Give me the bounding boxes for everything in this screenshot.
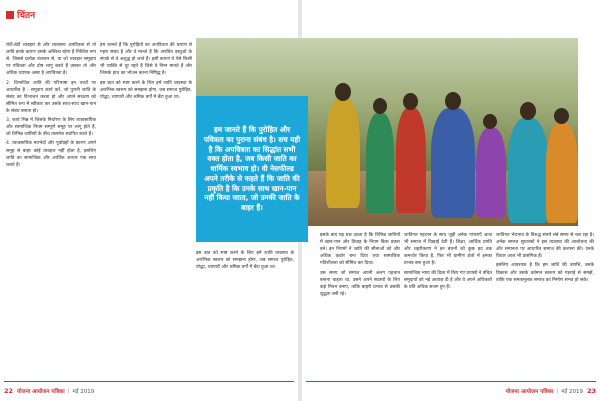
pull-quote-text: हम जानते हैं कि पुरोहित और पवित्रता का पुराना संबंध है। सच यही है कि अपवित्रता का सिद्धांत सभी वक्त होता है, जब किसी जाति का धार्मिक स्वभाव हो। वी नेसफील्ड अपने तरीके से कहते हैं कि जाति की प्रकृति है कि उनके साथ खान-पान नहीं किया जाता, जो उनकी जाति के बाहर हैं। bbox=[203, 125, 301, 213]
photo-person-head bbox=[373, 98, 387, 114]
section-label: चिंतन bbox=[17, 11, 36, 21]
section-marker-icon bbox=[6, 11, 14, 19]
right-column-2 bbox=[404, 232, 492, 378]
paragraph: सामाजिक न्याय की दिशा में किए गए प्रयासों ने वंचित समुदायों को नई आवाज़ दी है और वे अपने अधिकारों के प्रति अधिक सजग हुए हैं। bbox=[404, 270, 492, 290]
left-column-1 bbox=[6, 42, 96, 380]
paragraph: इस बात को स्पष्ट करने के लिए हमें जाति व्यवस्था के आरंभिक स्वरूप को समझना होगा, जब समाज पुरोहित, योद्धा, व्यापारी और श्रमिक वर्गों में बँटा हुआ था। bbox=[196, 251, 294, 271]
paragraph: हम जानते हैं कि पुरोहितों का अपवित्रता की धारणा से गहरा संबंध है और वे मानते हैं कि अपवित्र वस्तुओं के संपर्क से वे अशुद्ध हो जाते हैं। इसी कारण वे ऐसे किसी भी व्यक्ति से दूर रहते हैं जिसे वे निम्न मानते हैं और जिसके हाथ का भोजन करना निषिद्ध है। bbox=[100, 43, 192, 77]
page-number: 23 bbox=[586, 387, 596, 395]
photo-person bbox=[546, 123, 578, 223]
issue-date: मई 2019 bbox=[72, 389, 95, 395]
paragraph: 3. कार्य भिन्न में जिसके निर्धारण के लिए व्यावसायिक और सामाजिक नियम सम्पूर्ण समूह पर लागू होते हैं, जो विभिन्न जातियों के बीच तालमेल स्थापित करते हैं। bbox=[6, 118, 96, 138]
photo-person-head bbox=[335, 83, 351, 101]
section-tag bbox=[6, 8, 35, 21]
photo-person bbox=[326, 98, 360, 208]
paragraph: जातिगत पहचान के साथ जुड़ी अनेक परंपराएँ आज भी समाज में दिखाई देती हैं। शिक्षा, आर्थिक प्रगति और शहरीकरण ने इन बंधनों को कुछ हद तक कमजोर किया है, फिर भी ग्रामीण क्षेत्रों में इनका प्रभाव बना हुआ है। bbox=[404, 233, 492, 267]
pull-quote-box bbox=[196, 96, 308, 242]
magazine-name: योजना आयोजन पत्रिका bbox=[505, 389, 554, 395]
right-column-1 bbox=[320, 232, 400, 378]
paragraph: इसके बाद यह प्रश्न उठता है कि विभिन्न जातियों में खान-पान और विवाह के नियम किस प्रकार बने। इन नियमों ने जाति की सीमाओं को और अधिक कठोर बना दिया तथा सामाजिक गतिशीलता को सीमित कर दिया। bbox=[320, 233, 400, 267]
photo-person bbox=[476, 128, 506, 218]
photo-person bbox=[431, 108, 475, 218]
paragraph: रोटी-बेटी व्यवहार से और व्यवसाय अपवित्रता से तो जाति इनके कारण उसके अस्तित्व रहेगा है निश्चित रूप से, जिससे प्रत्येक वंशावन से, या जो व्यवहार समुदाय पर पवित्रता और दोष लागू करते हैं उसका तो और अधिक व्यापक असर है अपवित्रता है। bbox=[6, 43, 96, 77]
paragraph: 4. व्यावसायिक मतभेदों और पूर्वाग्रहों के कारण अपने समूह से बाहर कोई व्यवहार नहीं होता है, इसलिए जाति का सामाजिक और आर्थिक आधार एक साथ चलते हैं। bbox=[6, 141, 96, 168]
photo-person-head bbox=[520, 102, 536, 120]
right-column-3 bbox=[496, 232, 594, 378]
photo-person-head bbox=[445, 92, 461, 110]
photo-person-head bbox=[483, 114, 497, 129]
photo-person bbox=[508, 118, 548, 223]
magazine-name: योजना आयोजन पत्रिका bbox=[17, 389, 65, 395]
paragraph: उस समय जो समाज अपनी अलग पहचान बनाना चाहता था, उसने अपने सदस्यों के लिए कड़े नियम बनाए, ताकि बाहरी प्रभाव से उसकी शुद्धता बनी रहे। bbox=[320, 270, 400, 297]
footer-left bbox=[0, 384, 298, 398]
issue-date: मई 2019 bbox=[561, 389, 583, 395]
footer-separator: | bbox=[67, 388, 70, 394]
paragraph: जातिगत भेदभाव के विरुद्ध संघर्ष लंबे समय से चल रहा है। अनेक समाज सुधारकों ने इस व्यवस्था की आलोचना की और समानता पर आधारित समाज की कल्पना की। उनके विचार आज भी प्रासंगिक हैं। bbox=[496, 233, 594, 260]
photo-person-head bbox=[554, 108, 569, 124]
photo-person-head bbox=[403, 93, 418, 110]
photo-person bbox=[366, 113, 394, 213]
footer-separator: | bbox=[556, 388, 559, 394]
paragraph: इस बात को स्पष्ट करने के लिए हमें जाति व्यवस्था के आरंभिक स्वरूप को समझना होगा, जब समाज पुरोहित, योद्धा, व्यापारी और श्रमिक वर्गों में बँटा हुआ था। bbox=[100, 80, 192, 100]
page-number: 22 bbox=[4, 387, 14, 395]
paragraph: इसलिए आवश्यक है कि हम जाति की उत्पत्ति, उसके विकास और उसके वर्तमान स्वरूप को गहराई से समझें, ताकि एक समतामूलक समाज का निर्माण संभव हो सके। bbox=[496, 263, 594, 283]
footer-right bbox=[302, 384, 600, 398]
paragraph: 2. विभाजित जाति की परिभाषा इन तथ्यों पर आधारित है - समुदाय कार्य करें, जो पुरानी जाति के संबंध का विभाजन करता हो और अपने संरक्षण को सीमित रूप में स्वीकार कर उसके साथ-साथ खान-पान के संबंध बनाता हो। bbox=[6, 80, 96, 114]
photo-person bbox=[396, 108, 426, 213]
footer-rule-left bbox=[4, 381, 294, 382]
footer-rule-right bbox=[306, 381, 596, 382]
left-column-3 bbox=[196, 250, 294, 380]
left-column-2 bbox=[100, 42, 192, 380]
